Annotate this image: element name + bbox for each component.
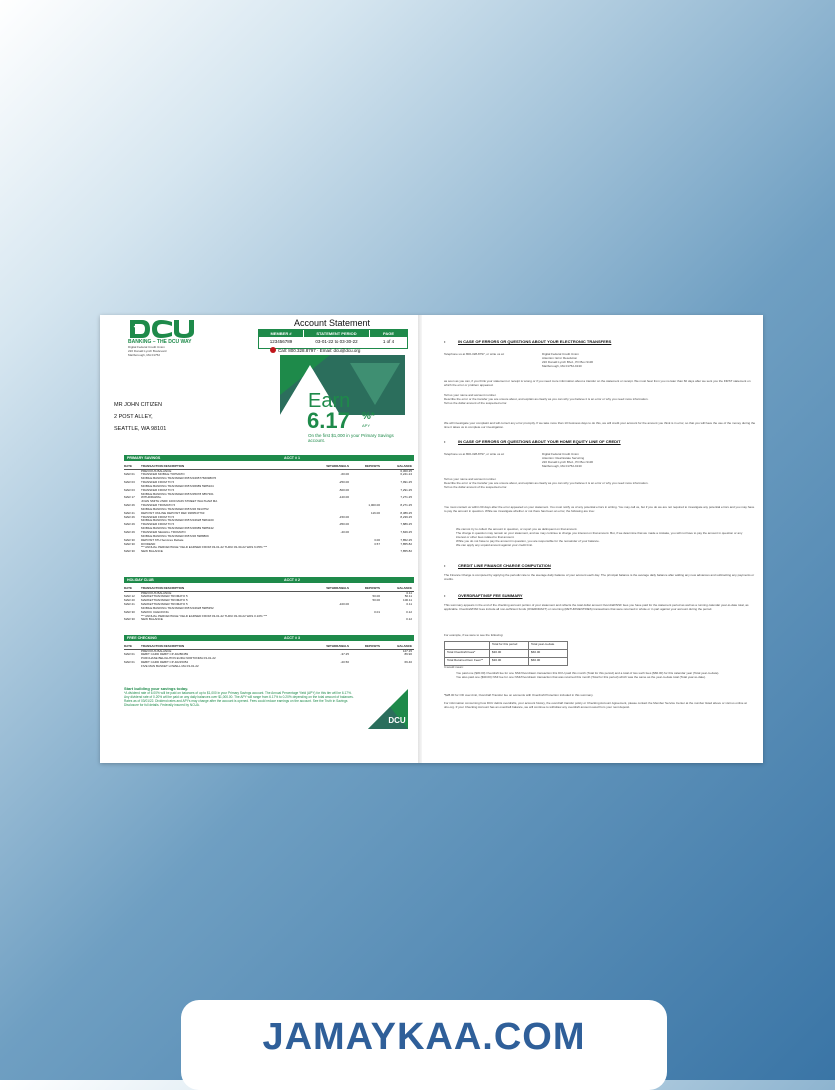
column-header: DEPOSITS [364, 644, 380, 648]
promo-rate-suffix: %* [362, 411, 375, 422]
brand-tagline: BANKING – THE DCU WAY [128, 339, 192, 345]
overdraft-fee-table [444, 641, 568, 666]
table-cell: MAR 20 [124, 598, 135, 603]
member-name: MR JOHN CITIZEN [114, 402, 162, 408]
table-cell: TRANSFER MOBILE TOPMATO [141, 472, 185, 477]
section-name: FREE CHECKING [127, 636, 157, 640]
column-header: TRANSACTION DESCRIPTION [141, 644, 185, 648]
table-cell: -350.00 [338, 522, 349, 527]
table-cell: 8,271.25 [400, 503, 412, 508]
table-cell: MOBILE BANKING TRANSFER 6657234628 5984100 [141, 518, 214, 523]
heading-bullet: • [444, 439, 446, 444]
table-row [124, 665, 414, 669]
s2-point: We can apply any unpaid amount against your credit limit. [456, 543, 533, 548]
fee-cell: $30.00 [490, 650, 529, 658]
s4-note: You paid one ($30.00) Overdraft fee for one NSF/Overdrawn transaction this DCU paid this month (Total for this period) and a total of two such fees ($60.00) for this calendar year (Total year-to-date). [456, 671, 720, 675]
primary-savings-table [124, 464, 414, 554]
table-cell: TRANSFER SEAHILL TROMATO [141, 530, 186, 534]
savings-note-body: *A dividend rate of 6.00% will be paid on balances of up to $1,000 in your Primary Savings account. The Annual Percentage Yield (APY) for this tier will be 6.17%. Any dividend rate of 0.20% will be paid on any daily balances over $1,000.00. The APY will range from 6.17% to 0.20% depending on the total amount of balances. Rates as of 03/01/22. Dividend rates and APYs may change after the account is opened. Fees could reduce earnings on the account. See the Truth in Savings Disclosure for full details. Federally insured by NCUA. [124, 691, 354, 708]
table-cell: MOBILE BANKING TRANSFER 6657234957766098076 [141, 476, 217, 481]
table-cell: 6,241.24 [400, 472, 412, 477]
table-cell: 7,849.25 [400, 530, 412, 534]
table-cell: MAR 03 [124, 480, 135, 485]
s1-tail: We will investigate your complaint and will correct any error promptly. If we take more than 10 business days to do this, we will credit your account for the amount you think is in error, so that you will have the use of the money during the time it takes us to complete our investigation. [444, 421, 756, 430]
table-cell: -60.00 [340, 472, 349, 477]
s2-address-line: Attention: Real Estate Servicing [542, 456, 585, 461]
brand-address [128, 345, 208, 357]
table-cell: TRANSFER FROM TO 5 [141, 522, 175, 527]
statement-document [100, 315, 763, 763]
section-account: ACCT # 3 [284, 636, 300, 640]
table-cell: 8,239.25 [400, 514, 412, 519]
table-cell: DEBIT CARD DEBIT CP-40215054 [141, 660, 189, 665]
table-cell: PURCHASE BELIGHTON EURA NORTONMA 03-01-22 [141, 656, 216, 661]
s1-address-line: Marlborough, MA 01752-9130 [542, 364, 582, 369]
column-header: WITHDRAWALS [326, 464, 349, 468]
s2-point: We cannot try to collect the amount in question, or report you as delinquent on that amount. [456, 527, 578, 531]
s4-table-intro: For example, if we were to see the following: [444, 633, 504, 637]
member-number-label: MEMBER # [259, 330, 303, 337]
table-row [124, 618, 414, 622]
table-cell: NEW BALANCE [141, 549, 163, 554]
table-cell: JOHN SMITH 2NDF 1000 MAIN STREET WALTHAM MA [141, 499, 218, 504]
table-cell: 6,300.25 [400, 468, 412, 473]
table-cell: 0.12 [406, 609, 412, 614]
s2-point: While you do not have to pay the amount in question, you are responsible for the remainder of your balance. [456, 539, 600, 544]
table-cell: WITHDRAWAL [141, 495, 162, 500]
table-cell: 0.12 [406, 617, 412, 622]
savings-promo-note [124, 687, 356, 707]
statement-page-2 [422, 315, 763, 763]
statement-period-value: 03-01-22 to 03-30-22 [315, 339, 358, 344]
table-cell: MAR 30 [124, 541, 135, 546]
s4-notes [456, 671, 752, 679]
table-cell: PREVIOUS BALANCE [141, 590, 172, 595]
table-cell: -150.00 [338, 514, 349, 519]
page-value: 1 of 4 [382, 339, 395, 344]
table-cell: MAR 26 [124, 503, 135, 508]
table-cell: PREVIOUS BALANCE [141, 648, 172, 653]
table-cell: -250.00 [338, 480, 349, 485]
s3-body: The Finance Charge is computed by applying the periodic rate to the average daily balance of your account each day. The principal balance is the average daily balance after adding any new advances and subtracting any payments or credits. [444, 573, 755, 582]
brand-address-line: Digital Federal Credit Union [128, 345, 165, 349]
column-header: DATE [124, 644, 132, 648]
column-header: DEPOSITS [364, 464, 380, 468]
table-cell: MAR 01 [124, 652, 135, 657]
table-cell: 3.57 [374, 541, 380, 546]
table-cell: 50.00 [372, 598, 380, 603]
table-cell: -20.50 [340, 660, 349, 665]
table-cell: 50.00 [372, 594, 380, 599]
s1-contact: Telephone us at 800-328-8797, or write us at: [444, 352, 505, 356]
table-cell: *** ANNUAL PERCENTAGE YIELD EARNED FROM 03-01-22 THRU 03-30-22 WAS 6.05% *** [141, 545, 267, 550]
heading-bullet: • [444, 339, 446, 344]
promo-rate: 6.17 [307, 408, 350, 433]
table-cell: 116.00 [371, 510, 380, 515]
s4-body: This summary appears in the end of the checking account portion of your statement and reflects the total dollar amount Overdraft/NSF fees you have paid for the statement period as well as a running calendar year-to-date total, as applicable. Overdraft/NSF fees include all non-sufficient funds (OVERDRAFT) or returning (RETURN/ENTRIES) transactions that were returned in whole or in part against your account during the period. [444, 603, 749, 612]
column-header: DATE [124, 464, 132, 468]
column-header: TRANSACTION DESCRIPTION [141, 586, 185, 590]
table-cell: MAR 03 [124, 487, 135, 492]
heading-title: CREDIT LINE FINANCE CHARGE COMPUTATION [458, 563, 551, 568]
dcu-logo-icon [128, 318, 198, 340]
table-cell: MAR 12 [124, 594, 135, 599]
table-cell: MAR 01 [124, 472, 135, 477]
table-cell: TRANSFER TROMATO 5 [141, 503, 176, 508]
table-cell: DEPOSIT 6TH Services Rebate [141, 537, 184, 542]
holiday-club-table [124, 586, 414, 622]
table-cell: TRANSFER FROM TO 5 [141, 487, 175, 492]
table-cell: 8,389.25 [400, 510, 412, 515]
table-cell: FIVE MAN BASKET LOWELL MA 03-01-22 [141, 663, 199, 668]
member-city: SEATTLE, WA 98101 [114, 426, 167, 432]
promo-earn: Earn [308, 390, 351, 412]
s2-item: Tell us the dollar amount of the suspected error. [444, 485, 508, 490]
table-cell: MOBILE BANKING TRANSFER 6657236989 5985104 [141, 483, 214, 488]
table-cell: 100.11 [403, 598, 412, 603]
table-cell: 0.11 [406, 590, 412, 595]
section-bar-free-checking [124, 635, 414, 641]
savings-note-head: Start building your savings today. [124, 686, 189, 691]
table-cell: MOBILE BANKING TRANSFER 6657236 5988809 [141, 533, 209, 538]
table-cell: -120.00 [338, 495, 349, 500]
table-cell: -500.00 [338, 487, 349, 492]
heading-bullet: • [444, 563, 446, 568]
table-cell: MARKETTRANSFER TROMATO 5 [141, 602, 188, 607]
table-cell: TRANSFER FROM TO 5 [141, 480, 175, 485]
member-address [114, 399, 166, 435]
table-cell: DEPOSIT ONLINE DEPOSIT REF 9383547763 [141, 510, 205, 515]
s2-items [444, 477, 756, 489]
table-cell: MAR 30 [124, 617, 135, 622]
table-cell: 89.90 [404, 652, 412, 657]
dcu-badge-icon [368, 689, 408, 729]
table-cell: DIVIDEND [141, 541, 156, 546]
table-row [124, 550, 414, 554]
table-cell: MAR 30 [124, 549, 135, 554]
table-cell: *** ANNUAL PERCENTAGE YIELD EARNED FROM 03-01-22 THRU 03-30-22 WAS 0.10% *** [141, 613, 267, 618]
alert-icon [270, 347, 276, 353]
dcu-badge-text: DCU [388, 716, 406, 725]
table-cell: 7,889.25 [400, 522, 412, 527]
member-street: 2 POST ALLEY, [114, 414, 153, 420]
free-checking-table [124, 644, 414, 669]
statement-title: Account Statement [293, 318, 371, 328]
heading-title: OVERDRAFT/NSF FEE SUMMARY [458, 593, 523, 598]
table-cell: 7,271.25 [400, 495, 412, 500]
s1-address-line: 220 Donald Lynch Blvd., PO Box 9130 [542, 360, 594, 365]
table-cell: TRANSFER FROM TO 5 [141, 514, 175, 519]
column-header: WITHDRAWALS [326, 644, 349, 648]
fee-header-cell [445, 642, 490, 650]
table-cell: DEBIT CARD DEBIT CP-40286459 [141, 652, 189, 657]
table-cell: -100.00 [338, 602, 349, 607]
promo-apy: APY [362, 423, 371, 428]
table-cell: 7,855.82 [400, 541, 412, 546]
s2-contact: Telephone us at 800-328-8797, or write us at: [444, 452, 505, 456]
member-number-value: 123456789 [269, 339, 293, 344]
footer-card [181, 1000, 667, 1090]
table-cell: MOBILE BANKING TRANSFER 6657235078 6857301 [141, 491, 214, 496]
table-cell: 1,000.00 [368, 503, 380, 508]
s2-item: Tell us your name and account number. [444, 477, 497, 481]
table-cell: 3.00 [374, 537, 380, 542]
table-cell: 7,855.82 [400, 549, 412, 554]
s1-address-line: Digital Federal Credit Union [542, 352, 579, 356]
column-header: WITHDRAWALS [326, 586, 349, 590]
section-bar-holiday-club [124, 577, 414, 583]
s1-item: Describe the error or the transfer you are unsure about, and explain as clearly as you can why you believe it is an error or why you need more information. [444, 397, 649, 402]
s2-address-line: Marlborough, MA 01752-9130 [542, 464, 582, 469]
table-cell: MAR 21 [124, 510, 135, 515]
table-cell: MAR 17 [124, 495, 135, 500]
section-name: PRIMARY SAVINGS [127, 456, 161, 460]
fee-header-cell: Total year-to-date [529, 642, 568, 650]
fee-cell: $30.00 [490, 658, 529, 666]
s1-body: as soon as you can, if you think your statement or receipt is wrong or if you need more information about a transfer on the statement or receipt. We must hear from you no later than 60 days after we sent you the FIRST statement on which the error or problem appeared. [444, 379, 751, 388]
table-cell: -40.00 [340, 530, 349, 534]
table-cell: 0.11 [406, 602, 412, 607]
statement-period-label: STATEMENT PERIOD [304, 330, 369, 337]
fee-cell: Total Returned Item Fees** [445, 658, 490, 666]
table-cell: 69.40 [404, 660, 412, 665]
s1-item: Tell us the dollar amount of the suspected error. [444, 401, 508, 406]
s1-item: Tell us your name and account number. [444, 393, 497, 397]
fee-cell: $60.00 [529, 658, 568, 666]
s2-address [542, 452, 652, 468]
table-cell: 7,991.25 [400, 480, 412, 485]
heading-title: IN CASE OF ERRORS OR QUESTIONS ABOUT YOUR HOME EQUITY LINE OF CREDIT [458, 439, 621, 444]
s1-address [542, 352, 652, 368]
column-header: DATE [124, 586, 132, 590]
column-header: BALANCE [397, 644, 412, 648]
page-label: PAGE [370, 330, 407, 337]
s2-address-line: Digital Federal Credit Union [542, 452, 579, 456]
statement-header-box [258, 329, 408, 349]
table-cell: MAROC CHECKING [141, 609, 169, 614]
s2-item: Describe the error or the transfer you are unsure about, and explain as clearly as you can why you believe it is an error or why you need more information. [444, 481, 649, 486]
table-cell: MAR 29 [124, 530, 135, 534]
table-cell: MAR 26 [124, 514, 135, 519]
s2-address-line: 220 Donald Lynch Blvd., PO Box 9130 [542, 460, 594, 465]
fee-table-header [445, 642, 568, 650]
table-cell: MAR 30 [124, 537, 135, 542]
table-cell: PREVIOUS BALANCE [141, 468, 172, 473]
table-cell: MOBILE BANKING TRANSFER 6657236989 5985342 [141, 526, 214, 531]
table-cell: 0.01 [374, 609, 380, 614]
table-cell: MARKETTRANSFER TROMATO 5 [141, 594, 188, 599]
table-cell: MOBILE BANKING TRANSFER 6657234628 5985352 [141, 605, 214, 610]
table-cell: MAR 30 [124, 609, 135, 614]
section-bar-primary-savings [124, 455, 414, 461]
table-cell: NEW BALANCE [141, 617, 163, 622]
statement-page-1 [100, 315, 418, 763]
table-cell: 50.11 [404, 594, 412, 599]
table-cell: MOBILE BANKING TRANSFER 6657236 6913752 [141, 506, 209, 511]
s1-items [444, 393, 756, 405]
s2-point: The charge in question may remain on your statement, and we may continue to charge you interest on that amount. But, if we determine that we made a mistake, you will not have to pay the amount in question or any interest or other fees related to that amount. [456, 531, 743, 540]
fee-cell: Total Overdraft Fees* [445, 650, 490, 658]
table-cell: 127.15 [402, 648, 412, 653]
watermark-text: JAMAYKAA.COM [262, 1016, 586, 1058]
heading-bullet: • [444, 593, 446, 598]
fee-cell: $60.00 [529, 650, 568, 658]
table-cell: 7,852.25 [400, 537, 412, 542]
column-header: TRANSACTION DESCRIPTION [141, 464, 185, 468]
heading-title: IN CASE OF ERRORS OR QUESTIONS ABOUT YOUR ELECTRONIC TRANSFERS [458, 339, 612, 344]
s4-notes-head: It would mean: [444, 665, 464, 669]
section-account: ACCT # 1 [284, 456, 300, 460]
section-name: HOLIDAY CLUB [127, 578, 154, 582]
promo-subtext: On the first $1,000 in your Primary Savings account. [308, 433, 394, 443]
brand-address-line: Marlborough, MA 01752 [128, 353, 161, 357]
table-cell: MAR 29 [124, 522, 135, 527]
table-cell: -37.25 [340, 652, 349, 657]
column-header: BALANCE [397, 464, 412, 468]
s2-points [456, 527, 752, 547]
brand-address-line: 220 Donald Lynch Boulevard [128, 349, 167, 353]
contact-line: Call: 800.328.8797 · Email: dcu@dcu.org [278, 348, 361, 353]
table-cell: MAR 21 [124, 602, 135, 607]
s1-address-line: Attention: Error Resolution [542, 356, 578, 361]
section-account: ACCT # 2 [284, 578, 300, 582]
column-header: BALANCE [397, 586, 412, 590]
s4-note: You also paid one ($30.00) NSF fee for one NSF/Overdrawn transaction that was returned this month (Total for this period) which was the same as the year-to-date total (Total year-to-date). [456, 675, 706, 680]
s4-foot1: *$28.00 for OD over-limit, Overdraft Transfer fee on accounts with Overdraft Protection included in this summary. [444, 693, 594, 697]
table-cell: MAR 01 [124, 660, 135, 665]
table-cell: 7,291.25 [400, 487, 412, 492]
table-cell: MARKETTRANSFER TROMATO 5 [141, 598, 188, 603]
fee-table-row [445, 650, 568, 658]
column-header: DEPOSITS [364, 586, 380, 590]
s2-body: You must contact us within 60 days after the error appeared on your statement. You must notify us of any potential errors in writing. You may call us, but if you do we are not required to investigate any potential errors and you may have to pay the amount in question. While we investigate whether or not there has been an error, the following are true: [444, 505, 755, 514]
s4-foot2: For information concerning how DCU debits overdrafts, your account history, the overdraft transfer policy or Checking Account Agreement, please contact the Member Service Center at the number listed above or visit us online at dcu.org. If your Checking Account has an overdraft balance, we will continue to withdraw any overdraft amount owed from your next deposit. [444, 701, 747, 710]
fee-header-cell: Total for this period [490, 642, 529, 650]
